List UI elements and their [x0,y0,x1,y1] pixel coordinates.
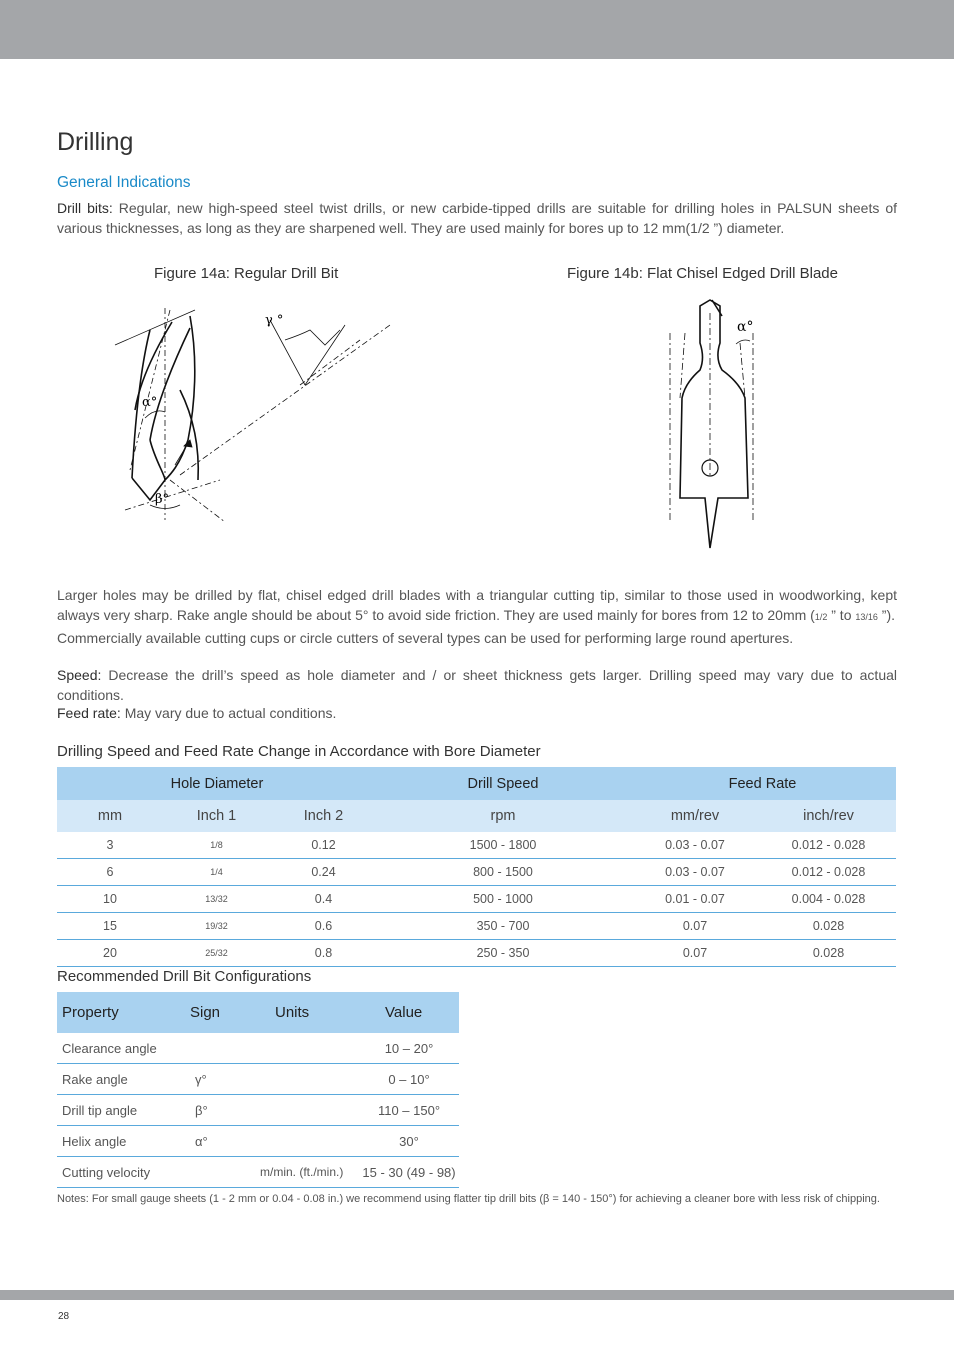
table-row [57,1095,459,1126]
cell: 0.12 [270,832,377,859]
group-drill-speed: Drill Speed [377,767,629,800]
cell: 0.24 [270,859,377,886]
col-inch2: Inch 2 [270,800,377,832]
cell: Clearance angle [57,1033,185,1064]
beta-label: β° [155,492,170,507]
feed-text: May vary due to actual conditions. [124,705,337,721]
cell: Rake angle [57,1064,185,1095]
drill-bits-text: Regular, new high-speed steel twist drills, or new carbide-tipped drills are suitable for drilling holes in PALSUN sheets of various thicknesses, as long as they are sharpened well. They are used mainly for bores up to 12 mm(1/2 ”) diameter. [57,200,897,236]
cell: 800 - 1500 [377,859,629,886]
table1-title: Drilling Speed and Feed Rate Change in Accordance with Bore Diameter [57,743,541,760]
cell [185,1033,255,1064]
gamma-label: γ ° [265,313,284,328]
col-units: Units [255,992,355,1033]
col-sign: Sign [185,992,255,1033]
cell: 0.07 [629,913,761,940]
cell: 20 [57,940,163,967]
cell: 15 - 30 (49 - 98) [355,1157,459,1188]
cell: 0.012 - 0.028 [761,859,896,886]
fraction-half: 1/2 [814,611,828,622]
drill-bit-config-table [57,992,459,1188]
cell: 0.028 [761,940,896,967]
cell [185,1157,255,1188]
cell: 500 - 1000 [377,886,629,913]
col-mm-rev: mm/rev [629,800,761,832]
cell: 1/8 [163,832,270,859]
cell: 0.01 - 0.07 [629,886,761,913]
figure-14b-drill-blade [660,298,770,558]
cell [255,1064,355,1095]
col-property: Property [57,992,185,1033]
speed-text: Decrease the drill’s speed as hole diameter and / or sheet thickness gets larger. Drilling speed may vary due to actual conditions. [57,667,897,703]
table-row [57,1126,459,1157]
page-title: Drilling [57,128,134,156]
cell: β° [185,1095,255,1126]
feed-paragraph [57,704,897,724]
cell: 0.6 [270,913,377,940]
table-row [57,1064,459,1095]
cell: 0.03 - 0.07 [629,832,761,859]
alpha-label: α° [142,395,158,410]
cell: 13/32 [163,886,270,913]
table2-title: Recommended Drill Bit Configurations [57,968,312,985]
cell: Cutting velocity [57,1157,185,1188]
cell: 1500 - 1800 [377,832,629,859]
speed-label: Speed: [57,667,102,683]
cell: 0.028 [761,913,896,940]
larger-holes-mid: ” to [827,606,856,623]
group-feed-rate: Feed Rate [629,767,896,800]
cell: m/min. (ft./min.) [255,1157,355,1188]
cell: 19/32 [163,913,270,940]
col-rpm: rpm [377,800,629,832]
cell: 0.07 [629,940,761,967]
drill-bits-label: Drill bits: [57,200,113,216]
cell: 3 [57,832,163,859]
col-inch-rev: inch/rev [761,800,896,832]
figure-14b-caption: Figure 14b: Flat Chisel Edged Drill Blade [567,265,838,282]
cell: 6 [57,859,163,886]
footer-bar [0,1290,954,1300]
header-bar [0,0,954,59]
table-row [57,886,896,913]
col-mm: mm [57,800,163,832]
col-inch1: Inch 1 [163,800,270,832]
cell: 15 [57,913,163,940]
table-row [57,940,896,967]
cell: 0.8 [270,940,377,967]
table-row [57,1033,459,1064]
figure-14a-caption: Figure 14a: Regular Drill Bit [154,265,339,282]
cell: 250 - 350 [377,940,629,967]
cell: 0.4 [270,886,377,913]
col-value: Value [355,992,459,1033]
alpha-label-b: α° [737,319,754,335]
cell: 0.012 - 0.028 [761,832,896,859]
cutting-cups-paragraph: Commercially available cutting cups or circle cutters of several types can be used for performing large round apertures. [57,630,794,646]
cell: 0 – 10° [355,1064,459,1095]
page-number: 28 [58,1311,70,1322]
group-hole-diameter: Hole Diameter [57,767,377,800]
cell: Helix angle [57,1126,185,1157]
figure-14a-drill-bit [110,300,410,530]
cell: 1/4 [163,859,270,886]
cell: Drill tip angle [57,1095,185,1126]
cell: 30° [355,1126,459,1157]
cell: α° [185,1126,255,1157]
section-heading: General Indications [57,174,191,191]
larger-holes-paragraph [57,586,897,627]
table-row [57,1157,459,1188]
table-row [57,832,896,859]
cell [255,1126,355,1157]
cell: 10 [57,886,163,913]
cell: 10 – 20° [355,1033,459,1064]
cell: 350 - 700 [377,913,629,940]
speed-paragraph [57,666,897,705]
notes: Notes: For small gauge sheets (1 - 2 mm or 0.04 - 0.08 in.) we recommend using flatter tip drill bits (β = 140 - 150°) for achieving a cleaner bore with less risk of chipping. [57,1193,880,1205]
cell: 0.004 - 0.028 [761,886,896,913]
cell: 25/32 [163,940,270,967]
fraction-thirteen-sixteenths: 13/16 [855,611,878,622]
cell [255,1033,355,1064]
table-row [57,859,896,886]
feed-label: Feed rate: [57,705,121,721]
cell: 110 – 150° [355,1095,459,1126]
cell: γ° [185,1064,255,1095]
cell [255,1095,355,1126]
drill-bits-paragraph [57,199,897,238]
larger-holes-text: Larger holes may be drilled by flat, chisel edged drill blades with a triangular cutting tip, similar to those used in woodworking, kept always very sharp. Rake angle should be about 5° to avoid side friction. They are used mainly for bores from 12 to 20mm ( [57,587,897,623]
drilling-speed-table [57,767,896,967]
table-row [57,913,896,940]
cell: 0.03 - 0.07 [629,859,761,886]
larger-holes-end: ”). [877,606,896,623]
